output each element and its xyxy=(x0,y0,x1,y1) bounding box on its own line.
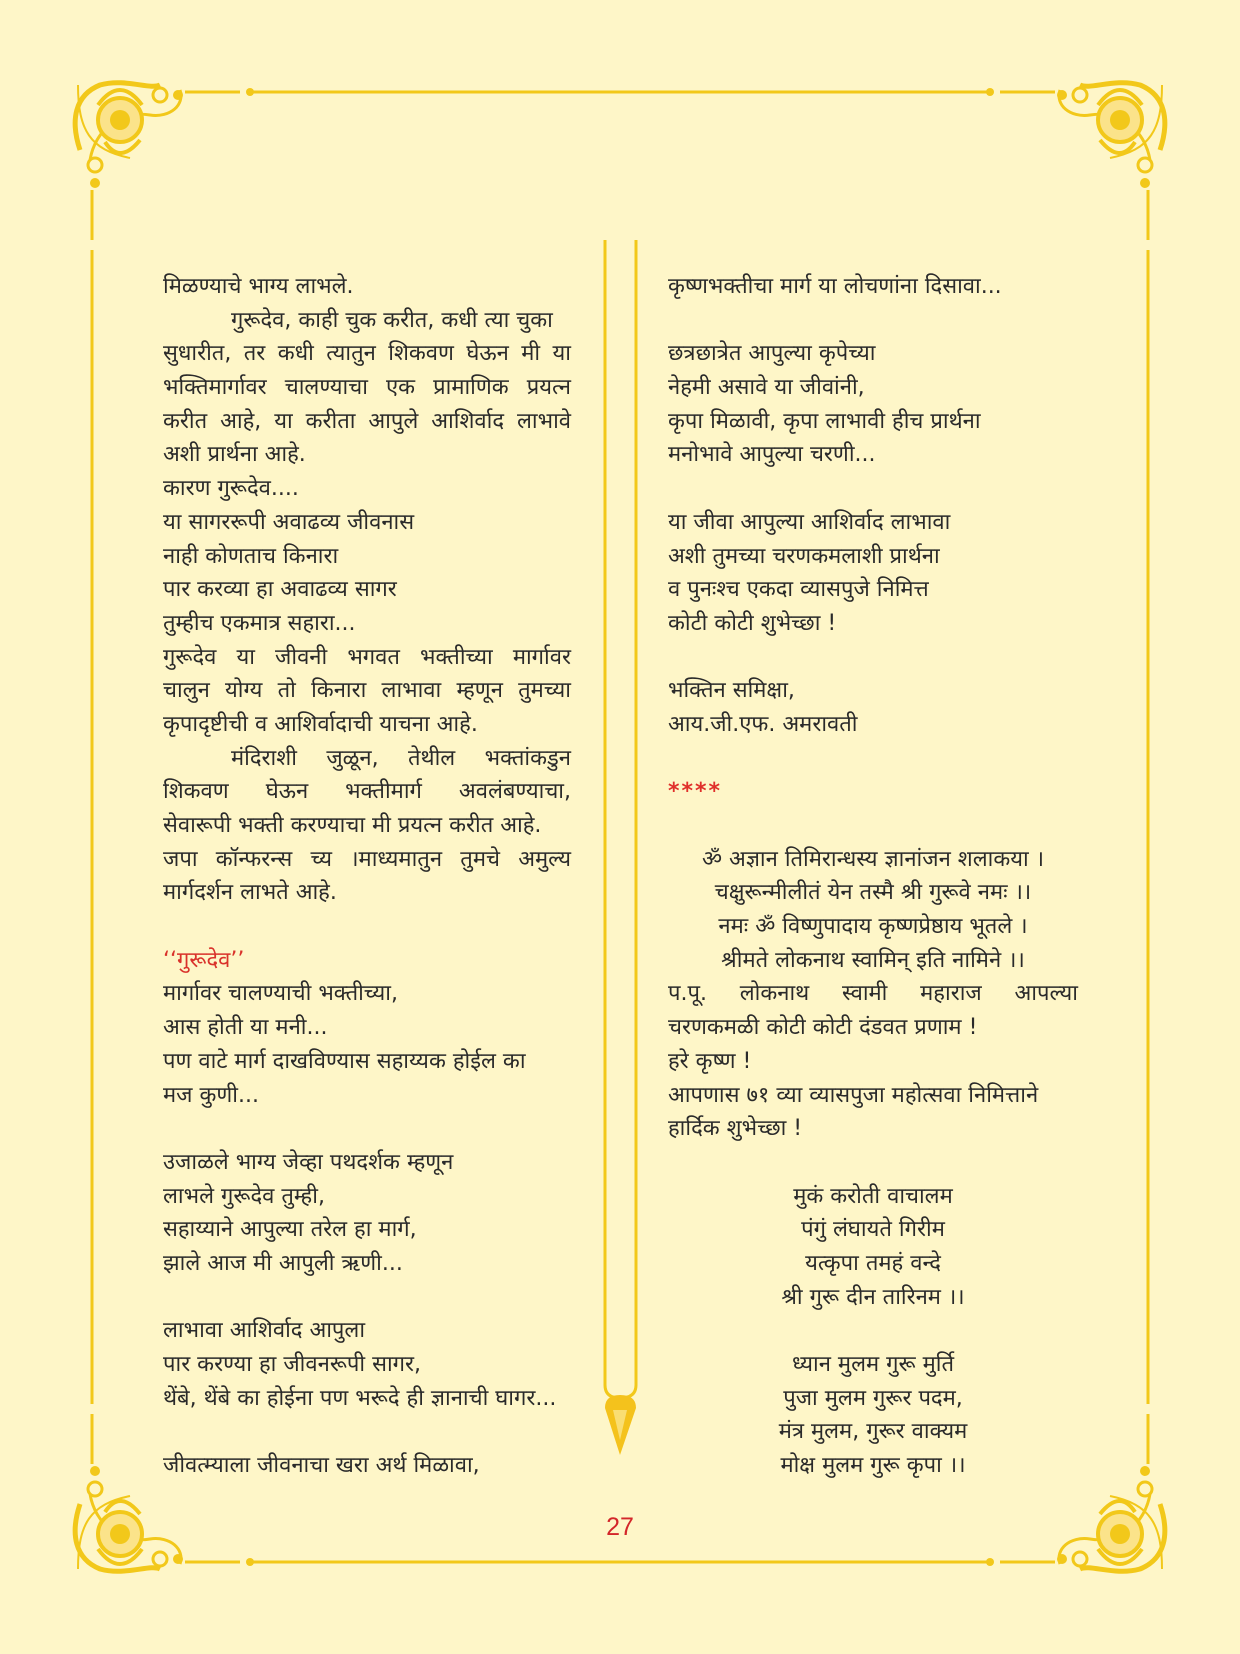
poem-title: ‘‘गुरूदेव’’ xyxy=(163,947,245,973)
text-line: हरे कृष्ण ! xyxy=(668,1048,752,1074)
page-number: 27 xyxy=(606,1513,634,1541)
text-line: मिळण्याचे भाग्य लाभले. xyxy=(163,274,354,299)
text-line: गुरूदेव या जीवनी भगवत भक्तीच्या मार्गावर xyxy=(163,644,571,670)
signature-place: आय.जी.एफ. अमरावती xyxy=(668,711,858,737)
verse-line: श्रीमते लोकनाथ स्वामिन् इति नामिने ।। xyxy=(721,947,1025,973)
verse-line: श्री गुरू दीन तारिनम ।। xyxy=(781,1284,965,1310)
text-line: पार करव्या हा अवाढव्य सागर xyxy=(163,577,397,603)
text-line: तुम्हीच एकमात्र सहारा... xyxy=(163,610,356,636)
verse-line: ध्यान मुलम गुरू मुर्ति xyxy=(791,1352,955,1377)
text-line: अशी तुमच्या चरणकमलाशी प्रार्थना xyxy=(668,543,940,569)
text-line: कृष्णभक्तीचा मार्ग या लोचणांना दिसावा... xyxy=(668,274,1002,299)
text-line: जपा कॉन्फरन्स च्य ।माध्यमातुन तुमचे अमुल्य xyxy=(163,846,571,872)
text-line: कोटी कोटी शुभेच्छा ! xyxy=(668,610,837,636)
verse-line: पुजा मुलम गुरूर पदम, xyxy=(783,1385,963,1411)
text-line: जीवत्म्याला जीवनाचा खरा अर्थ मिळावा, xyxy=(163,1453,480,1479)
text-line: कृपादृष्टीची व आशिर्वादाची याचना आहे. xyxy=(163,711,478,737)
text-line: छत्रछात्रेत आपुल्या कृपेच्या xyxy=(668,341,876,367)
text-line: नाही कोणताच किनारा xyxy=(163,543,339,569)
text-line: पण वाटे मार्ग दाखविण्यास सहाय्यक होईल का xyxy=(163,1048,526,1074)
text-line: भक्तिमार्गावर चालण्याचा एक प्रामाणिक प्रयत्न xyxy=(163,375,571,401)
text-line: पार करण्या हा जीवनरूपी सागर, xyxy=(163,1352,422,1377)
verse-line: मंत्र मुलम, गुरूर वाक्यम xyxy=(778,1419,968,1445)
text-line: लाभले गुरूदेव तुम्ही, xyxy=(163,1183,325,1209)
verse-line: चक्षुरून्मीलीतं येन तस्मै श्री गुरूवे नमः ।। xyxy=(714,880,1032,906)
text-line: थेंबे, थेंबे का होईना पण भरूदे ही ज्ञानाची घागर... xyxy=(163,1385,557,1411)
verse-line: यत्कृपा तमहं वन्दे xyxy=(805,1250,941,1276)
text-line: सहाय्याने आपुल्या तरेल हा मार्ग, xyxy=(163,1217,417,1243)
text-line: मज कुणी... xyxy=(163,1082,259,1108)
text-line: व पुनःश्च एकदा व्यासपुजे निमित्त xyxy=(668,577,929,603)
text-line: चालुन योग्य तो किनारा लाभावा म्हणून तुमच्या xyxy=(163,678,571,704)
text-line: या जीवा आपुल्या आशिर्वाद लाभावा xyxy=(668,509,951,535)
verse-line: पंगुं लंघायते गिरीम xyxy=(801,1217,945,1243)
section-separator: **** xyxy=(668,779,723,805)
left-text-column xyxy=(163,270,571,1483)
text-line: सेवारूपी भक्ती करण्याचा मी प्रयत्न करीत आहे. xyxy=(163,813,542,838)
text-line: उजाळले भाग्य जेव्हा पथदर्शक म्हणून xyxy=(163,1149,454,1175)
text-line: आस होती या मनी... xyxy=(163,1015,328,1041)
text-line: नेहमी असावे या जीवांनी, xyxy=(668,375,865,401)
text-line: झाले आज मी आपुली ऋणी... xyxy=(163,1250,403,1276)
text-line: मार्गदर्शन लाभते आहे. xyxy=(163,880,337,906)
text-line: शिकवण घेऊन भक्तीमार्ग अवलंबण्याचा, xyxy=(163,779,571,805)
text-line: हार्दिक शुभेच्छा ! xyxy=(668,1116,803,1142)
text-line: अशी प्रार्थना आहे. xyxy=(163,442,306,468)
text-line: लाभावा आशिर्वाद आपुला xyxy=(163,1318,366,1344)
text-line: मार्गावर चालण्याची भक्तीच्या, xyxy=(163,981,398,1007)
verse-line: नमः ॐ विष्णुपादाय कृष्णप्रेष्ठाय भूतले । xyxy=(718,914,1028,940)
text-line: प.पू. लोकनाथ स्वामी महाराज आपल्या xyxy=(668,981,1078,1007)
text-line: गुरूदेव, काही चुक करीत, कधी त्या चुका xyxy=(231,307,553,333)
verse-line: मोक्ष मुलम गुरू कृपा ।। xyxy=(780,1453,966,1479)
text-line: मंदिराशी जुळून, तेथील भक्तांकडुन xyxy=(231,745,571,771)
verse-line: ॐ अज्ञान तिमिरान्धस्य ज्ञानांजन शलाकया । xyxy=(701,846,1045,872)
verse-line: मुकं करोती वाचालम xyxy=(793,1183,953,1209)
right-text-column xyxy=(668,270,1078,1483)
text-line: सुधारीत, तर कधी त्यातुन शिकवण घेऊन मी या xyxy=(163,341,571,367)
text-line: कृपा मिळावी, कृपा लाभावी हीच प्रार्थना xyxy=(668,408,981,434)
text-line: मनोभावे आपुल्या चरणी... xyxy=(668,442,876,468)
text-line: आपणास ७१ व्या व्यासपुजा महोत्सवा निमित्ताने xyxy=(668,1082,1039,1108)
text-line: चरणकमळी कोटी कोटी दंडवत प्रणाम ! xyxy=(668,1015,978,1041)
text-line: कारण गुरूदेव.... xyxy=(163,476,299,502)
text-line: करीत आहे, या करीता आपुले आशिर्वाद लाभावे xyxy=(163,408,571,434)
text-line: या सागररूपी अवाढव्य जीवनास xyxy=(163,509,415,535)
signature-name: भक्तिन समिक्षा, xyxy=(668,678,795,704)
